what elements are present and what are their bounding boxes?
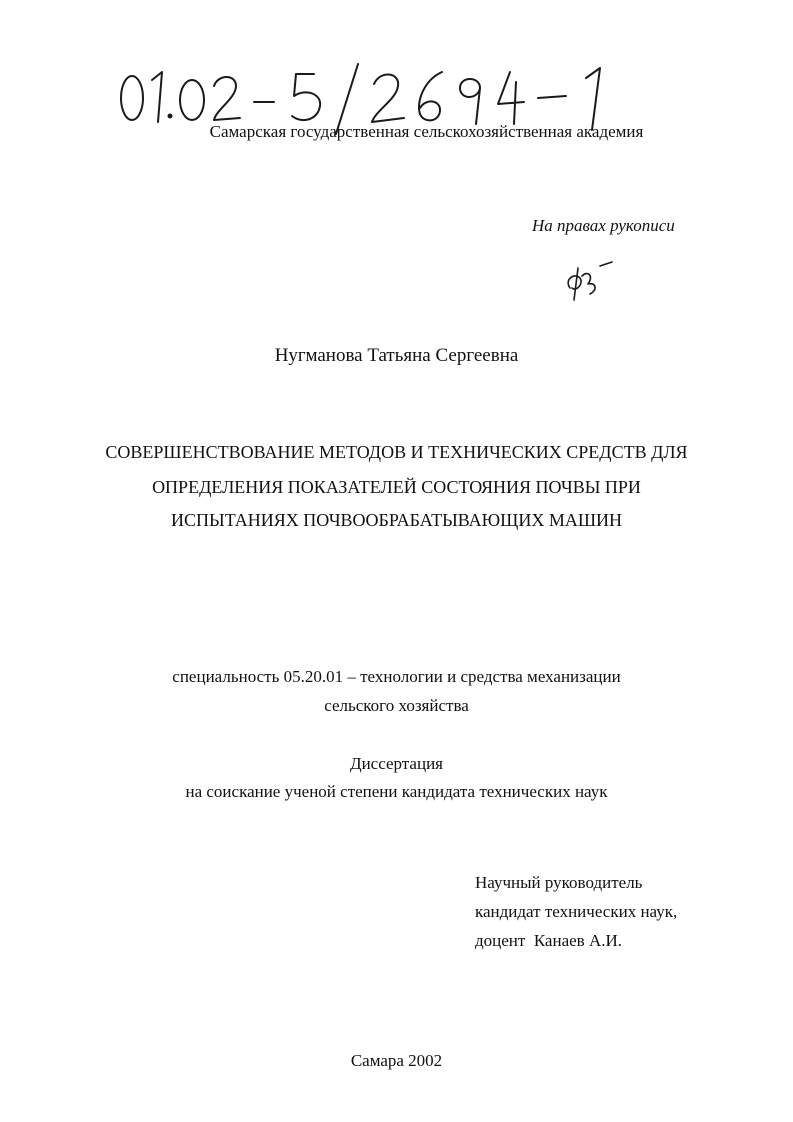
dissertation-label: Диссертация [349,754,443,773]
dissertation-title-line-1: СОВЕРШЕНСТВОВАНИЕ МЕТОДОВ И ТЕХНИЧЕСКИХ СРЕДСТВ ДЛЯ [105,442,688,462]
degree-description: на соискание ученой степени кандидата технических наук [185,782,608,801]
signature [560,258,620,303]
dissertation-title-line-3: ИСПЫТАНИЯХ ПОЧВООБРАБАТЫВАЮЩИХ МАШИН [171,510,622,530]
dissertation-title-line-2: ОПРЕДЕЛЕНИЯ ПОКАЗАТЕЛЕЙ СОСТОЯНИЯ ПОЧВЫ ПРИ [152,477,641,497]
advisor-name: доцент Канаев А.И. [475,931,622,950]
rights-note: На правах рукописи [532,216,675,235]
city-year: Самара 2002 [350,1051,443,1070]
advisor-heading: Научный руководитель [475,873,643,892]
specialty-line-2: сельского хозяйства [324,696,469,715]
advisor-degree: кандидат технических наук, [475,902,678,921]
institution-name: Самарская государственная сельскохозяйственная академия [209,122,644,141]
author-name: Нугманова Татьяна Сергеевна [274,345,519,366]
specialty-line-1: специальность 05.20.01 – технологии и средства механизации [172,667,621,686]
